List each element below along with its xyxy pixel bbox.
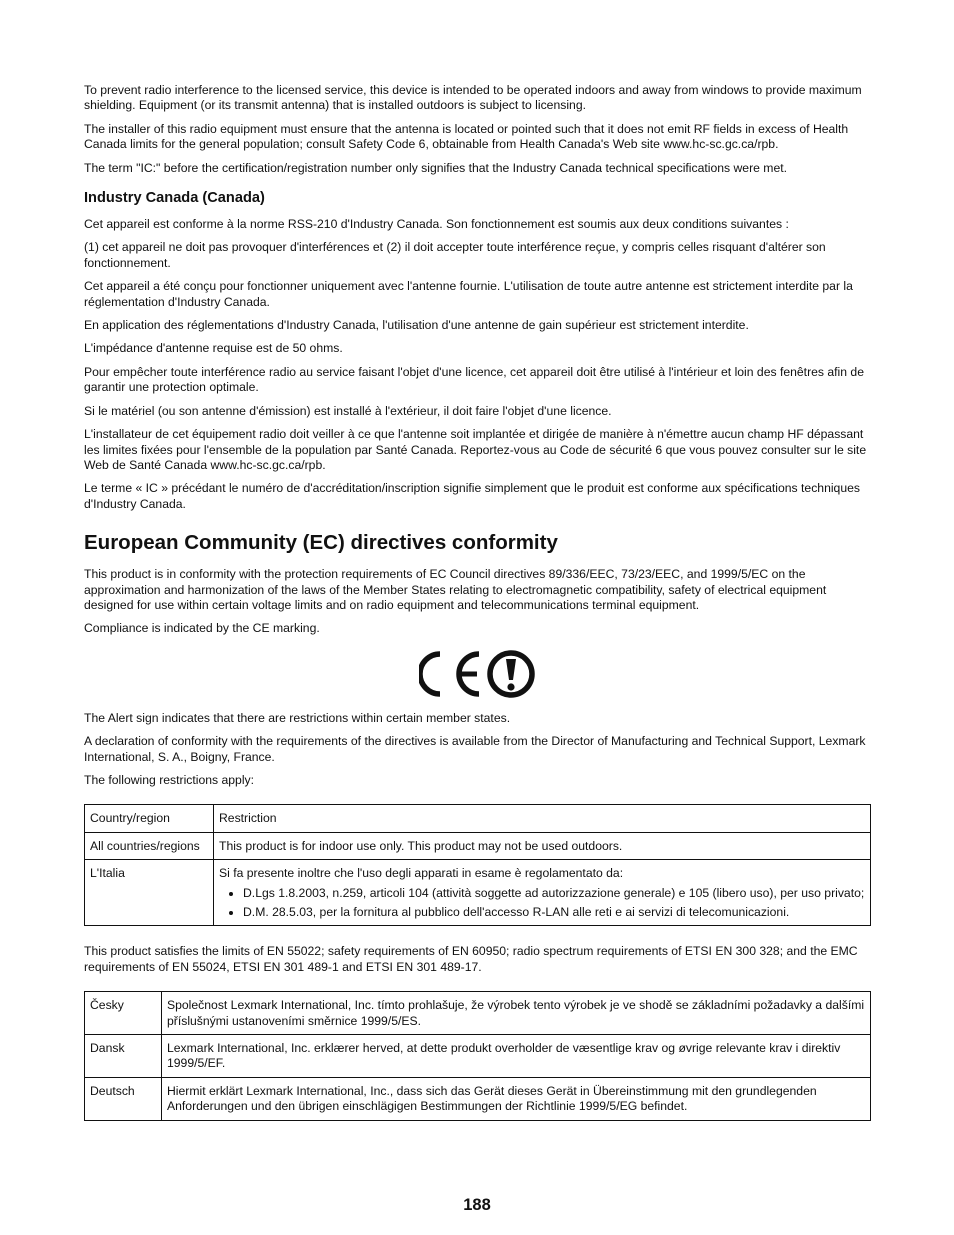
paragraph-fr-gain: En application des réglementations d'Industry Canada, l'utilisation d'une antenne de gain supérieur est strictement interdite. — [84, 318, 749, 333]
paragraph-ce-marking: Compliance is indicated by the CE marking. — [84, 621, 320, 636]
paragraph-declaration: A declaration of conformity with the requirements of the directives is available from the Director of Manufacturing and Technical Support, Lexmark International, S. A., Boigny, France. — [84, 734, 866, 764]
ce-alert-mark-icon — [419, 649, 537, 699]
paragraph-fr-conditions: (1) cet appareil ne doit pas provoquer d'interférences et (2) il doit accepter toute interférence reçue, y compris celles risquant d'altérer son fonctionnement. — [84, 240, 826, 270]
header-restriction: Restriction — [214, 805, 871, 832]
italy-intro: Si fa presente inoltre che l'uso degli apparati in esame è regolamentato da: — [219, 866, 624, 881]
cell-restriction: This product is for indoor use only. This product may not be used outdoors. — [214, 832, 871, 859]
paragraph-limits: This product satisfies the limits of EN 55022; safety requirements of EN 60950; radio spectrum requirements of ETSI EN 300 328; and the EMC requirements of EN 55024, ETSI EN 301 489-1 and ETSI EN 301 489-17. — [84, 944, 858, 974]
list-item: • D.M. 28.5.03, per la fornitura al pubblico dell'accesso R-LAN alle reti e ai servizi di telecomunicazioni. — [243, 905, 865, 920]
paragraph-fr-antenne-fournie: Cet appareil a été conçu pour fonctionner uniquement avec l'antenne fournie. L'utilisation de toute autre antenne est strictement interdite par la réglementation d'Industry Canada. — [84, 279, 853, 309]
cell-country: All countries/regions — [85, 832, 214, 859]
cell-declaration: Společnost Lexmark International, Inc. tímto prohlašuje, že výrobek tento výrobek je ve shodě se základními požadavky a dalšími příslušnými ustanoveními směrnice 1999/5/ES. — [162, 992, 871, 1035]
paragraph-alert-sign: The Alert sign indicates that there are restrictions within certain member states. — [84, 710, 511, 725]
cell-declaration: Hiermit erklärt Lexmark International, Inc., dass sich das Gerät dieses Gerät in Übereinstimmung mit den grundlegenden Anforderungen und den übrigen einschlägigen Bestimmungen der Richtlinie 1999/5/EG befindet. — [162, 1077, 871, 1120]
document-page — [84, 83, 872, 1121]
cell-language: Česky — [85, 992, 162, 1035]
ec-directives-heading: European Community (EC) directives conformity — [84, 531, 558, 555]
restrictions-table — [84, 804, 871, 926]
paragraph-fr-terme-ic: Le terme « IC » précédant le numéro de d'accréditation/inscription signifie simplement que le produit est conforme aux spécifications techniques d'Industry Canada. — [84, 481, 860, 511]
ce-mark-container — [84, 649, 872, 699]
paragraph-ec-conformity: This product is in conformity with the protection requirements of EC Council directives 89/336/EEC, 73/23/EEC, and 1999/5/EC on the approximation and harmonization of the laws of the Member States relating to electromagnetic compatibility, safety of electrical equipment designed for use within certain voltage limits and on radio equipment and telecommunications terminal equipment. — [84, 567, 827, 612]
table-row — [85, 832, 871, 859]
table-header-row — [85, 805, 871, 832]
paragraph-installer-rf: The installer of this radio equipment must ensure that the antenna is located or pointed such that it does not emit RF fields in excess of Health Canada limits for the general population; consult Safety Code 6, obtainable from Health Canada's Web site www.hc-sc.gc.ca/rpb. — [84, 121, 849, 152]
table-row — [85, 1077, 871, 1120]
paragraph-fr-interference: Pour empêcher toute interférence radio au service faisant l'objet d'une licence, cet appareil doit être utilisé à l'intérieur et loin des fenêtres afin de garantir une protection optimale. — [84, 364, 864, 395]
list-item: • D.Lgs 1.8.2003, n.259, articoli 104 (attività soggette ad autorizzazione generale) e 105 (libero uso), per uso privato; — [243, 886, 865, 901]
paragraph-fr-installateur: L'installateur de cet équipement radio doit veiller à ce que l'antenne soit implantée et dirigée de manière à n'émettre aucun champ HF dépassant les limites fixées pour l'ensemble de la population par Santé Canada. Reportez-vous au Code de sécurité 6 que vous pouvez consulter sur le site Web de Santé Canada www.hc-sc.gc.ca/rpb. — [84, 427, 867, 472]
paragraph-fr-conforme: Cet appareil est conforme à la norme RSS-210 d'Industry Canada. Son fonctionnement est soumis aux deux conditions suivantes : — [84, 217, 789, 232]
cell-country: L'Italia — [85, 860, 214, 926]
cell-declaration: Lexmark International, Inc. erklærer herved, at dette produkt overholder de væsentlige krav og øvrige relevante krav i direktiv 1999/5/EF. — [162, 1035, 871, 1078]
table-row — [85, 860, 871, 926]
paragraph-fr-impedance: L'impédance d'antenne requise est de 50 ohms. — [84, 341, 343, 356]
paragraph-ic-term: The term "IC:" before the certification/registration number only signifies that the Industry Canada technical specifications were met. — [84, 160, 788, 175]
declarations-table — [84, 991, 871, 1120]
paragraph-fr-exterieur: Si le matériel (ou son antenne d'émission) est installé à l'extérieur, il doit faire l'objet d'une licence. — [84, 403, 612, 418]
table-row — [85, 992, 871, 1035]
industry-canada-heading: Industry Canada (Canada) — [84, 190, 265, 207]
italy-bullet-list — [219, 886, 865, 921]
paragraph-indoor-use: To prevent radio interference to the licensed service, this device is intended to be operated indoors and away from windows to provide maximum shielding. Equipment (or its transmit antenna) that is installed outdoors is subject to licensing. — [84, 83, 862, 113]
paragraph-restrictions-apply: The following restrictions apply: — [84, 772, 255, 787]
page-number: 188 — [463, 1196, 491, 1214]
header-country-region: Country/region — [85, 805, 214, 832]
cell-restriction — [214, 860, 871, 926]
cell-language: Dansk — [85, 1035, 162, 1078]
cell-language: Deutsch — [85, 1077, 162, 1120]
table-row — [85, 1035, 871, 1078]
